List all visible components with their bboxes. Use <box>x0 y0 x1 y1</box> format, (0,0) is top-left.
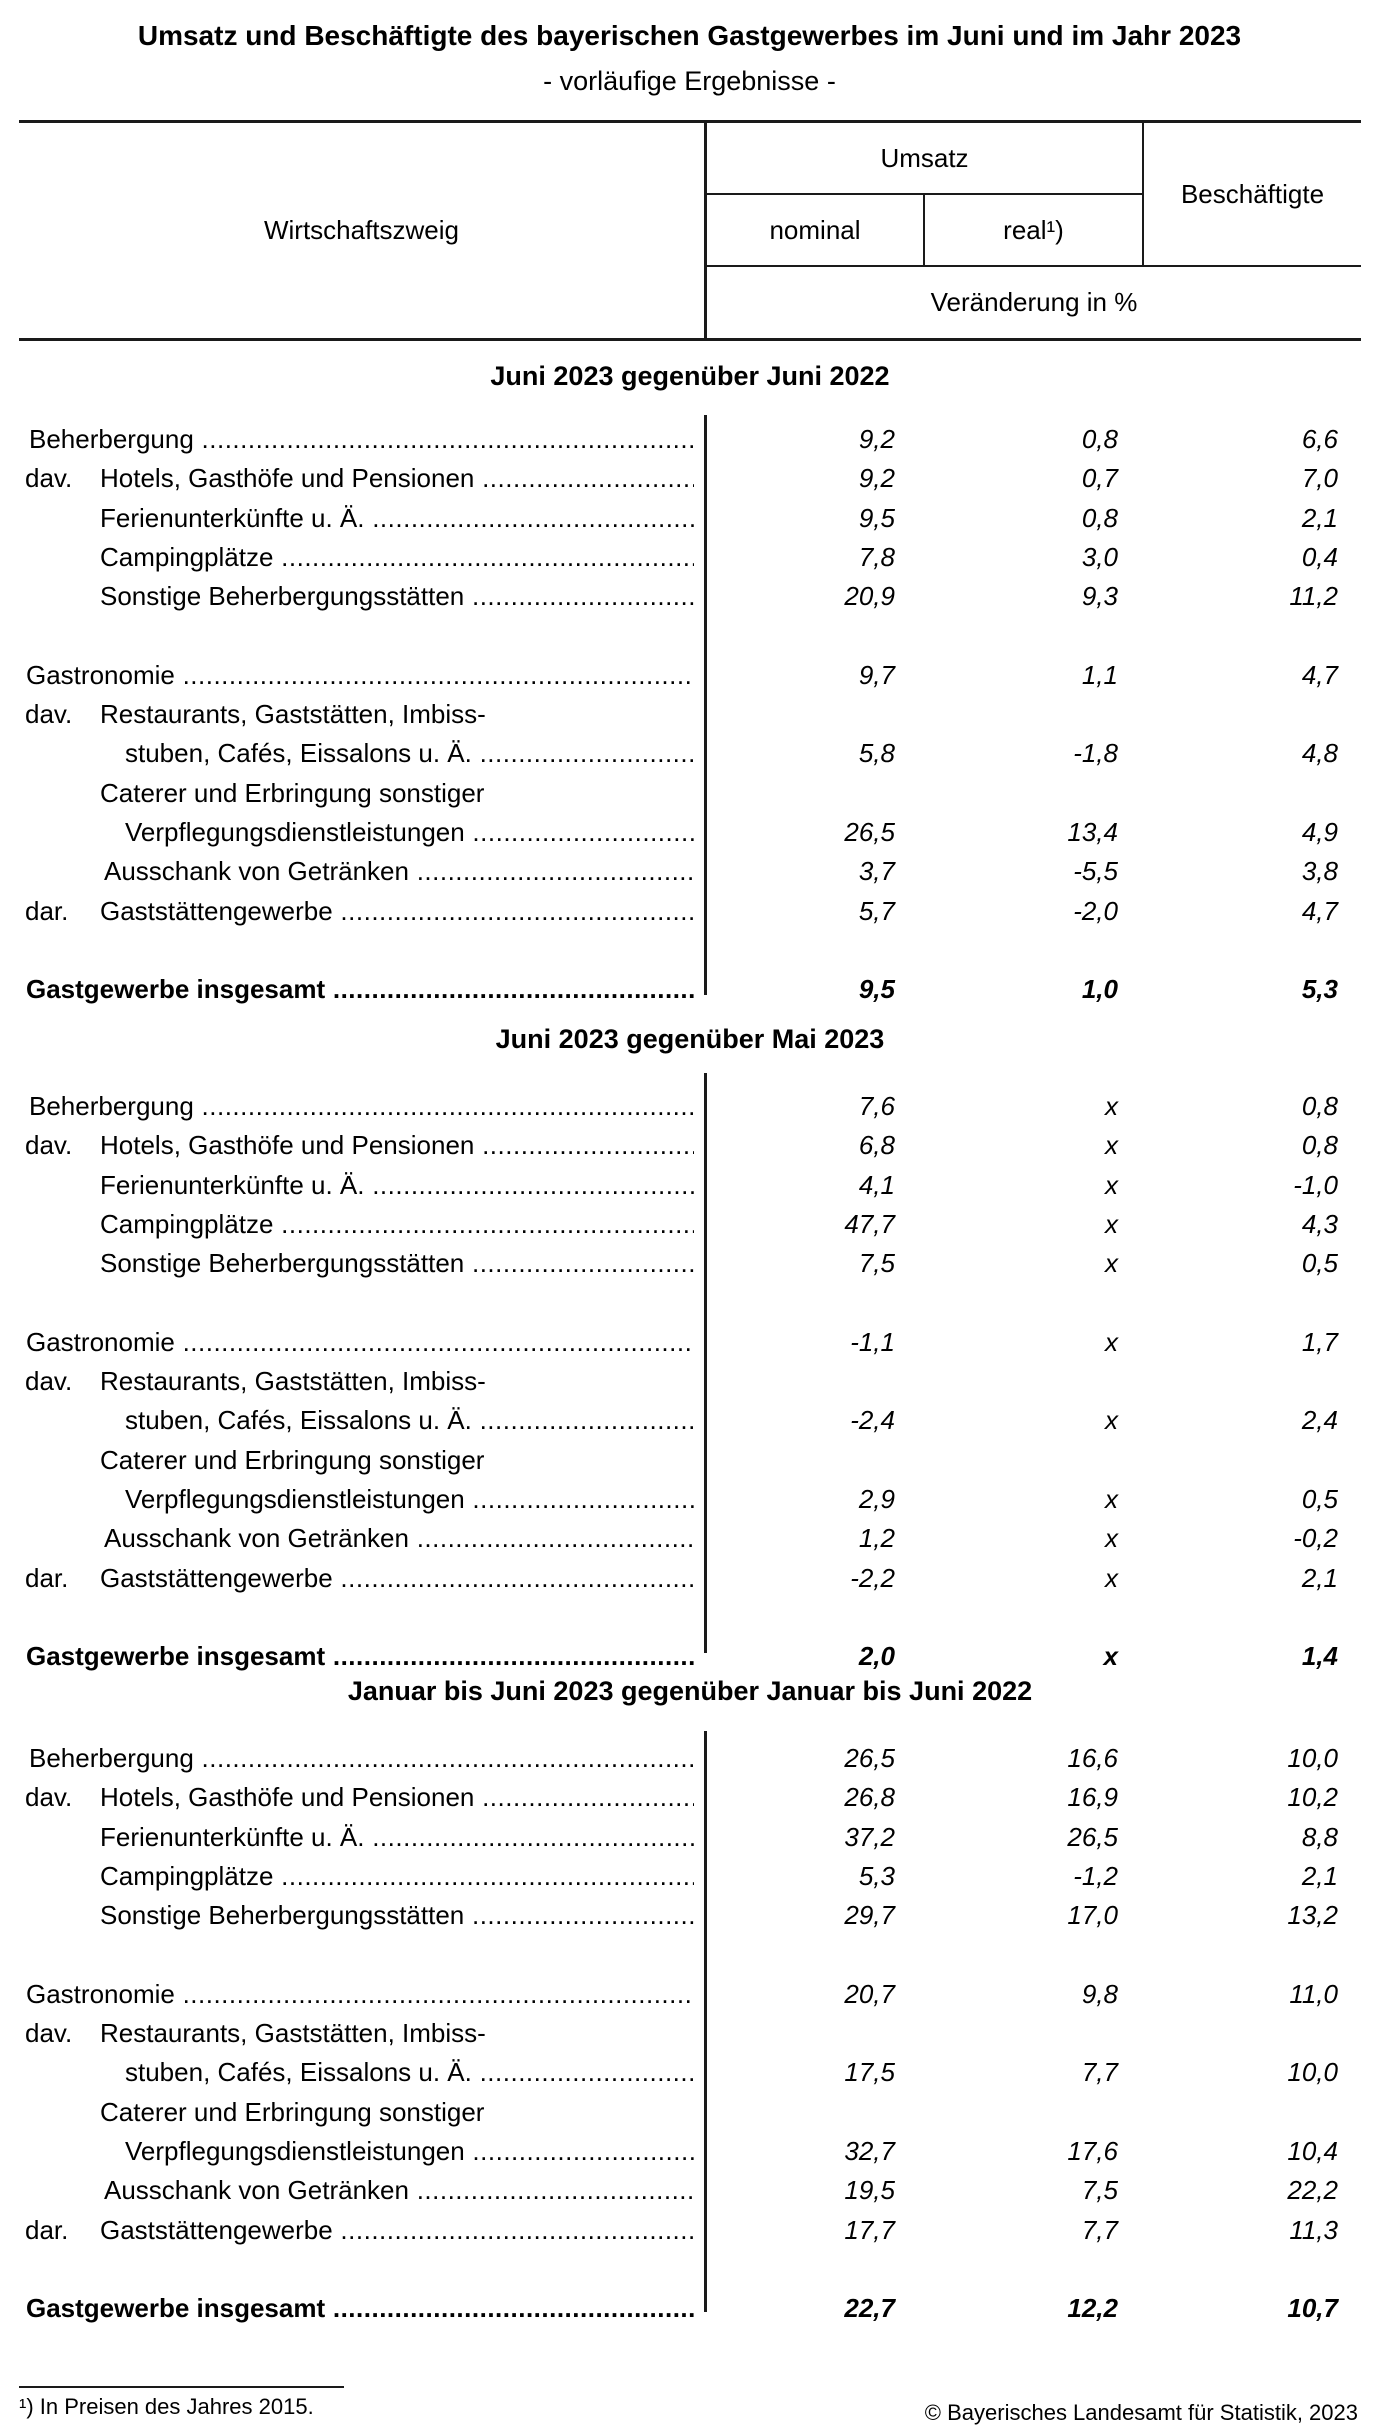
value-real: 0,7 <box>1081 463 1118 493</box>
value-beschaeftigte: 10,0 <box>1287 2057 1338 2087</box>
row-label: Restaurants, Gaststätten, Imbiss- <box>100 1366 486 1396</box>
value-real: 9,8 <box>1081 1979 1118 2009</box>
row-label: Beherbergung ..... <box>29 1087 694 1126</box>
section-heading: Januar bis Juni 2023 gegenüber Januar bis Juni 2022 <box>347 1676 1033 1706</box>
header-nominal: nominal <box>769 214 861 245</box>
value-nominal: 47,7 <box>844 1209 895 1239</box>
value-beschaeftigte: 0,5 <box>1301 1248 1338 1278</box>
row-label: Beherbergung ..... <box>29 420 694 459</box>
row-label: Campingplätze ..... <box>100 1205 694 1244</box>
value-nominal: 29,7 <box>844 1900 895 1930</box>
value-real: x <box>1105 1484 1118 1514</box>
row-label: Hotels, Gasthöfe und Pensionen ..... <box>100 1126 694 1165</box>
value-real: 13,4 <box>1067 817 1118 847</box>
table-row <box>0 813 1379 852</box>
table-row <box>0 1205 1379 1244</box>
value-real: x <box>1105 1523 1118 1553</box>
value-real: 7,5 <box>1081 2175 1118 2205</box>
table-row <box>0 774 1379 813</box>
row-label: Gastronomie ..... <box>26 1323 694 1362</box>
value-beschaeftigte: 0,8 <box>1301 1130 1338 1160</box>
table-row <box>0 577 1379 616</box>
table-row <box>0 1244 1379 1283</box>
row-label: Verpflegungsdienstleistungen ..... <box>125 2132 694 2171</box>
value-nominal: 22,7 <box>844 2293 895 2323</box>
value-nominal: 1,2 <box>858 1523 895 1553</box>
row-prefix: dav. <box>25 463 73 493</box>
value-real: -1,2 <box>1073 1861 1118 1891</box>
table-row <box>0 1519 1379 1558</box>
header-veraenderung: Veränderung in % <box>930 287 1138 317</box>
value-real: 16,6 <box>1067 1743 1118 1773</box>
table-row <box>0 2053 1379 2092</box>
value-real: x <box>1105 1130 1118 1160</box>
value-beschaeftigte: 4,9 <box>1301 817 1338 847</box>
value-nominal: 9,5 <box>858 974 895 1004</box>
row-label: Ferienunterkünfte u. Ä. ..... <box>100 1818 694 1857</box>
value-beschaeftigte: 10,4 <box>1287 2136 1338 2166</box>
row-label: Campingplätze ..... <box>100 1857 694 1896</box>
row-prefix: dar. <box>25 2215 69 2245</box>
table-row <box>0 459 1379 498</box>
table-row <box>0 1401 1379 1440</box>
row-label: Gastronomie ..... <box>26 1975 694 2014</box>
table-row <box>0 538 1379 577</box>
row-label: Gastgewerbe insgesamt ..... <box>26 1637 694 1676</box>
section-heading: Juni 2023 gegenüber Mai 2023 <box>495 1024 885 1054</box>
row-label: Hotels, Gasthöfe und Pensionen ..... <box>100 1778 694 1817</box>
value-nominal: 5,8 <box>858 738 895 768</box>
copyright: © Bayerisches Landesamt für Statistik, 2023 <box>924 2400 1358 2425</box>
table-row <box>0 1087 1379 1126</box>
header-real: real¹) <box>1003 214 1064 245</box>
value-real: 9,3 <box>1081 581 1118 611</box>
value-beschaeftigte: 2,1 <box>1301 1563 1338 1593</box>
value-beschaeftigte: 5,3 <box>1301 974 1338 1004</box>
value-nominal: 7,6 <box>858 1091 895 1121</box>
table-row <box>0 1126 1379 1165</box>
value-beschaeftigte: 0,5 <box>1301 1484 1338 1514</box>
table-row <box>0 1362 1379 1401</box>
table-row <box>0 892 1379 931</box>
row-label: Hotels, Gasthöfe und Pensionen ..... <box>100 459 694 498</box>
value-nominal: 9,5 <box>858 503 895 533</box>
value-beschaeftigte: 2,4 <box>1301 1405 1338 1435</box>
table-row <box>0 1441 1379 1480</box>
row-label: Ausschank von Getränken ..... <box>104 1519 694 1558</box>
value-real: 1,0 <box>1081 974 1118 1004</box>
value-real: x <box>1105 1405 1118 1435</box>
table-row <box>0 420 1379 459</box>
value-beschaeftigte: 10,7 <box>1287 2293 1338 2323</box>
value-nominal: -2,2 <box>850 1563 895 1593</box>
row-label: Restaurants, Gaststätten, Imbiss- <box>100 699 486 729</box>
header-beschaeftigte: Beschäftigte <box>1180 178 1325 209</box>
value-nominal: 4,1 <box>858 1170 895 1200</box>
table-row <box>0 2171 1379 2210</box>
table-row <box>0 2093 1379 2132</box>
value-nominal: -1,1 <box>850 1327 895 1357</box>
value-nominal: 32,7 <box>844 2136 895 2166</box>
value-beschaeftigte: 4,3 <box>1301 1209 1338 1239</box>
value-beschaeftigte: -0,2 <box>1293 1523 1338 1553</box>
value-nominal: 2,9 <box>858 1484 895 1514</box>
table-row <box>0 1559 1379 1598</box>
header-bottom-rule <box>19 338 1361 341</box>
value-real: -5,5 <box>1073 856 1118 886</box>
value-real: 17,6 <box>1067 2136 1118 2166</box>
row-prefix: dav. <box>25 699 73 729</box>
row-label: Beherbergung ..... <box>29 1739 694 1778</box>
value-real: 7,7 <box>1081 2215 1118 2245</box>
value-beschaeftigte: 11,0 <box>1289 1979 1338 2009</box>
row-prefix: dav. <box>25 1366 73 1396</box>
value-nominal: 7,8 <box>858 542 895 572</box>
value-nominal: 5,7 <box>858 896 895 926</box>
table-row <box>0 852 1379 891</box>
value-nominal: 9,2 <box>858 463 895 493</box>
value-real: 0,8 <box>1081 424 1118 454</box>
table-subtitle: - vorläufige Ergebnisse - <box>543 66 836 96</box>
row-label: stuben, Cafés, Eissalons u. Ä. ..... <box>125 2053 694 2092</box>
table-row <box>0 1857 1379 1896</box>
row-label: Campingplätze ..... <box>100 538 694 577</box>
row-label: Verpflegungsdienstleistungen ..... <box>125 813 694 852</box>
value-real: x <box>1105 1091 1118 1121</box>
value-beschaeftigte: 13,2 <box>1287 1900 1338 1930</box>
row-prefix: dav. <box>25 1130 73 1160</box>
row-label: Caterer und Erbringung sonstiger <box>100 1445 485 1475</box>
value-nominal: 2,0 <box>858 1641 895 1671</box>
value-beschaeftigte: 22,2 <box>1287 2175 1338 2205</box>
value-nominal: 6,8 <box>858 1130 895 1160</box>
row-label: Ausschank von Getränken ..... <box>104 2171 694 2210</box>
section-heading: Juni 2023 gegenüber Juni 2022 <box>490 361 890 391</box>
value-nominal: 7,5 <box>858 1248 895 1278</box>
value-nominal: -2,4 <box>850 1405 895 1435</box>
value-nominal: 17,5 <box>844 2057 895 2087</box>
value-nominal: 19,5 <box>844 2175 895 2205</box>
value-nominal: 9,2 <box>858 424 895 454</box>
row-label: Sonstige Beherbergungsstätten ..... <box>100 1896 694 1935</box>
row-label: stuben, Cafés, Eissalons u. Ä. ..... <box>125 1401 694 1440</box>
value-real: -2,0 <box>1073 896 1118 926</box>
table-row <box>0 1166 1379 1205</box>
row-label: Gastronomie ..... <box>26 656 694 695</box>
table-row <box>0 1480 1379 1519</box>
value-beschaeftigte: 1,4 <box>1301 1641 1338 1671</box>
footnote-rule <box>19 2386 344 2388</box>
table-row <box>0 1975 1379 2014</box>
value-beschaeftigte: 8,8 <box>1301 1822 1338 1852</box>
value-real: 0,8 <box>1081 503 1118 533</box>
value-real: x <box>1105 1170 1118 1200</box>
table-row <box>0 1818 1379 1857</box>
row-label: Restaurants, Gaststätten, Imbiss- <box>100 2018 486 2048</box>
value-beschaeftigte: 4,8 <box>1301 738 1338 768</box>
value-real: 12,2 <box>1067 2293 1118 2323</box>
row-label: Gaststättengewerbe ..... <box>100 1559 694 1598</box>
value-beschaeftigte: 3,8 <box>1301 856 1338 886</box>
row-label: Caterer und Erbringung sonstiger <box>100 2097 485 2127</box>
value-real: 16,9 <box>1067 1782 1118 1812</box>
value-beschaeftigte: 1,7 <box>1301 1327 1338 1357</box>
table-row <box>0 695 1379 734</box>
table-row <box>0 1778 1379 1817</box>
header-wirtschaftszweig: Wirtschaftszweig <box>263 215 460 245</box>
table-row <box>0 499 1379 538</box>
table-row <box>0 1896 1379 1935</box>
value-nominal: 26,8 <box>844 1782 895 1812</box>
value-beschaeftigte: 2,1 <box>1301 1861 1338 1891</box>
value-beschaeftigte: 0,4 <box>1301 542 1338 572</box>
row-prefix: dav. <box>25 1782 73 1812</box>
value-real: 3,0 <box>1081 542 1118 572</box>
row-label: Gaststättengewerbe ..... <box>100 892 694 931</box>
row-label: Ausschank von Getränken ..... <box>104 852 694 891</box>
row-label: Sonstige Beherbergungsstätten ..... <box>100 1244 694 1283</box>
row-label: Ferienunterkünfte u. Ä. ..... <box>100 1166 694 1205</box>
table-row <box>0 2211 1379 2250</box>
total-row <box>0 970 1379 1009</box>
row-label: Gastgewerbe insgesamt ..... <box>26 970 694 1009</box>
value-beschaeftigte: 11,2 <box>1289 581 1338 611</box>
row-label: Caterer und Erbringung sonstiger <box>100 778 485 808</box>
table-row <box>0 656 1379 695</box>
value-nominal: 9,7 <box>858 660 895 690</box>
value-nominal: 20,7 <box>844 1979 895 2009</box>
footnote: ¹) In Preisen des Jahres 2015. <box>19 2394 314 2419</box>
table-row <box>0 1739 1379 1778</box>
row-prefix: dar. <box>25 1563 69 1593</box>
value-nominal: 26,5 <box>844 1743 895 1773</box>
value-beschaeftigte: 0,8 <box>1301 1091 1338 1121</box>
value-beschaeftigte: 2,1 <box>1301 503 1338 533</box>
value-beschaeftigte: 11,3 <box>1289 2215 1338 2245</box>
value-beschaeftigte: 6,6 <box>1301 424 1338 454</box>
value-nominal: 37,2 <box>844 1822 895 1852</box>
row-label: Gastgewerbe insgesamt ..... <box>26 2289 694 2328</box>
total-row <box>0 1637 1379 1676</box>
value-nominal: 17,7 <box>844 2215 895 2245</box>
table-row <box>0 2014 1379 2053</box>
value-beschaeftigte: 10,0 <box>1287 1743 1338 1773</box>
table-title: Umsatz und Beschäftigte des bayerischen Gastgewerbes im Juni und im Jahr 2023 <box>137 20 1242 51</box>
table-row <box>0 734 1379 773</box>
value-beschaeftigte: 10,2 <box>1287 1782 1338 1812</box>
value-real: x <box>1103 1641 1118 1671</box>
value-real: x <box>1105 1209 1118 1239</box>
value-nominal: 20,9 <box>844 581 895 611</box>
value-real: 26,5 <box>1067 1822 1118 1852</box>
value-real: -1,8 <box>1073 738 1118 768</box>
table-row <box>0 1323 1379 1362</box>
value-beschaeftigte: 7,0 <box>1301 463 1338 493</box>
value-beschaeftigte: 4,7 <box>1301 896 1338 926</box>
value-beschaeftigte: -1,0 <box>1293 1170 1338 1200</box>
row-label: Sonstige Beherbergungsstätten ..... <box>100 577 694 616</box>
row-label: Ferienunterkünfte u. Ä. ..... <box>100 499 694 538</box>
value-beschaeftigte: 4,7 <box>1301 660 1338 690</box>
value-nominal: 5,3 <box>858 1861 895 1891</box>
value-real: 7,7 <box>1081 2057 1118 2087</box>
value-real: x <box>1105 1327 1118 1357</box>
total-row <box>0 2289 1379 2328</box>
header-umsatz: Umsatz <box>880 142 969 173</box>
row-label: stuben, Cafés, Eissalons u. Ä. ..... <box>125 734 694 773</box>
table-row <box>0 2132 1379 2171</box>
value-real: x <box>1105 1563 1118 1593</box>
row-label: Verpflegungsdienstleistungen ..... <box>125 1480 694 1519</box>
row-prefix: dav. <box>25 2018 73 2048</box>
value-nominal: 3,7 <box>858 856 895 886</box>
row-label: Gaststättengewerbe ..... <box>100 2211 694 2250</box>
value-real: x <box>1105 1248 1118 1278</box>
value-real: 1,1 <box>1081 660 1118 690</box>
value-nominal: 26,5 <box>844 817 895 847</box>
value-real: 17,0 <box>1067 1900 1118 1930</box>
row-prefix: dar. <box>25 896 69 926</box>
